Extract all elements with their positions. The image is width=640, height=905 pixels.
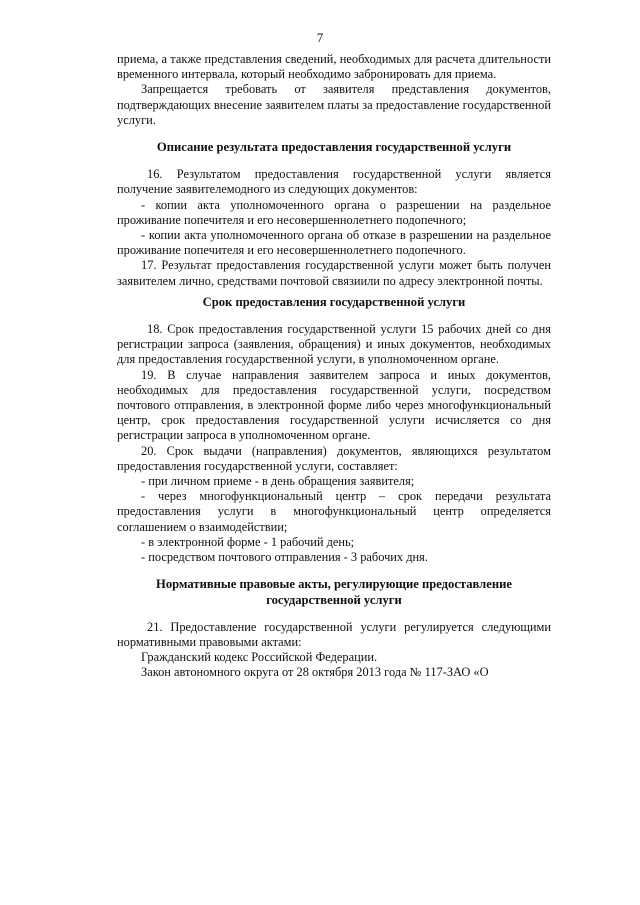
paragraph-16-item-2: - копии акта уполномоченного органа об отказе в разрешении на раздельное проживание попечителя и его несовершеннолетнего подопечного. bbox=[117, 228, 551, 258]
paragraph-18: 18. Срок предоставления государственной услуги 15 рабочих дней со дня регистрации запроса (заявления, обращения) и иных документов, необходимых для предоставления государственной услуги, в уполномоченном органе. bbox=[117, 322, 551, 367]
document-body bbox=[117, 52, 551, 681]
section-heading-result: Описание результата предоставления государственной услуги bbox=[156, 140, 512, 155]
paragraph-19: 19. В случае направления заявителем запроса и иных документов, необходимых для предоставления государственной услуги, посредством почтового отправления, в электронной форме либо через многофункциональный центр, срок предоставления государственной услуги исчисляется со дня регистрации запроса в уполномоченном органе. bbox=[117, 367, 551, 443]
paragraph-continuation: приема, а также представления сведений, необходимых для расчета длительности временного интервала, который необходимо забронировать для приема. bbox=[117, 52, 551, 82]
paragraph-20: 20. Срок выдачи (направления) документов, являющихся результатом предоставления государственной услуги, составляет: bbox=[117, 443, 551, 473]
page-number: 7 bbox=[316, 30, 324, 45]
paragraph-20-item-1: - при личном приеме - в день обращения заявителя; bbox=[141, 474, 415, 489]
paragraph-20-item-3: - в электронной форме - 1 рабочий день; bbox=[141, 534, 355, 549]
paragraph-21: 21. Предоставление государственной услуги регулируется следующими нормативными правовыми актами: bbox=[117, 619, 551, 649]
paragraph-16: 16. Результатом предоставления государственной услуги является получение заявителемодного из следующих документов: bbox=[117, 167, 551, 197]
paragraph-prohibition: Запрещается требовать от заявителя представления документов, подтверждающих внесение заявителем платы за предоставление государственной услуги. bbox=[117, 82, 551, 127]
paragraph-16-item-1: - копии акта уполномоченного органа о разрешении на раздельное проживание попечителя и его несовершеннолетнего подопечного; bbox=[117, 197, 551, 227]
section-heading-legal-acts: Нормативные правовые акты, регулирующие предоставление государственной услуги bbox=[156, 577, 512, 607]
paragraph-21-law: Закон автономного округа от 28 октября 2013 года № 117-ЗАО «О bbox=[141, 665, 489, 680]
section-heading-term: Срок предоставления государственной услуги bbox=[202, 294, 466, 309]
paragraph-20-item-4: - посредством почтового отправления - 3 рабочих дня. bbox=[141, 550, 428, 565]
paragraph-20-item-2: - через многофункциональный центр – срок передачи результата предоставления услуги в многофункциональный центр определяется соглашением о взаимодействии; bbox=[117, 489, 551, 534]
paragraph-21-civil-code: Гражданский кодекс Российской Федерации. bbox=[141, 650, 378, 665]
paragraph-17: 17. Результат предоставления государственной услуги может быть получен заявителем лично, средствами почтовой связиили по адресу электронной почты. bbox=[117, 258, 551, 288]
